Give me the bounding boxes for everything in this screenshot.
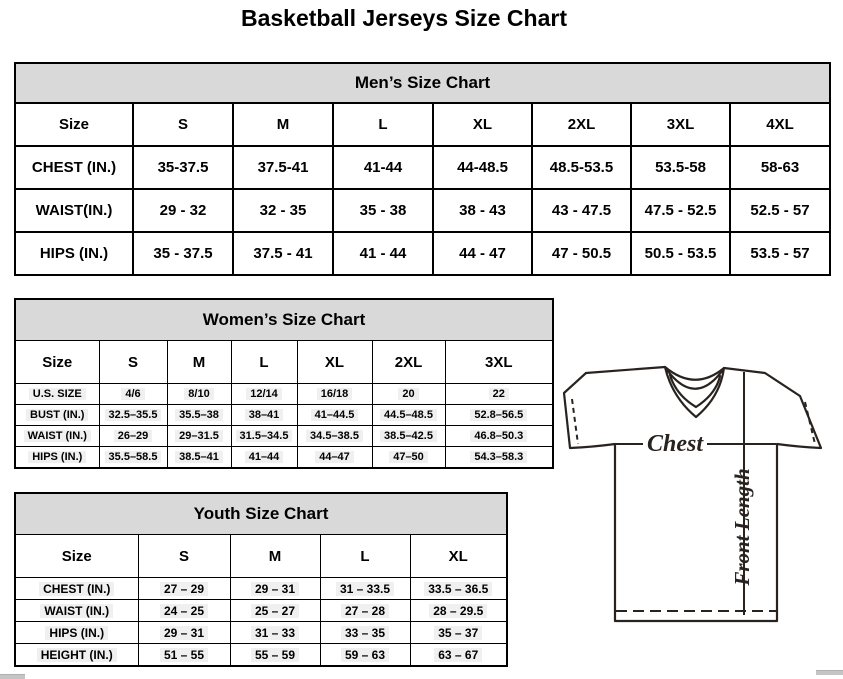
womens-chart-title: Women’s Size Chart [15, 299, 553, 341]
col-header: 4XL [730, 103, 830, 146]
size-value: 22 [445, 384, 553, 405]
size-value: 8/10 [167, 384, 231, 405]
col-header: M [233, 103, 333, 146]
table-row [15, 644, 507, 667]
row-label: WAIST (IN.) [15, 426, 99, 447]
size-value: 47.5 - 52.5 [631, 189, 730, 232]
col-header: 3XL [631, 103, 730, 146]
col-header: 2XL [372, 341, 445, 384]
size-value: 4/6 [99, 384, 167, 405]
size-value: 27 – 28 [320, 600, 410, 622]
size-value: 37.5-41 [233, 146, 333, 189]
size-value: 35 - 37.5 [133, 232, 233, 275]
front-length-label: Front Length [730, 468, 754, 586]
size-value: 33 – 35 [320, 622, 410, 644]
col-header: L [320, 535, 410, 578]
size-value: 29 – 31 [230, 578, 320, 600]
size-value: 59 – 63 [320, 644, 410, 667]
mens-chart-title: Men’s Size Chart [15, 63, 830, 103]
size-value: 54.3–58.3 [445, 447, 553, 469]
col-header: XL [433, 103, 532, 146]
size-value: 27 – 29 [138, 578, 230, 600]
table-row [15, 189, 830, 232]
size-value: 48.5-53.5 [532, 146, 631, 189]
size-value: 29 - 32 [133, 189, 233, 232]
scrollbar-fragment-right[interactable] [816, 670, 843, 675]
size-value: 38–41 [231, 405, 297, 426]
table-row [15, 578, 507, 600]
row-label: BUST (IN.) [15, 405, 99, 426]
row-label: U.S. SIZE [15, 384, 99, 405]
col-header: 2XL [532, 103, 631, 146]
size-value: 43 - 47.5 [532, 189, 631, 232]
col-header: S [138, 535, 230, 578]
table-row [15, 146, 830, 189]
col-header: Size [15, 103, 133, 146]
size-value: 25 – 27 [230, 600, 320, 622]
row-label: WAIST (IN.) [15, 600, 138, 622]
size-value: 47 - 50.5 [532, 232, 631, 275]
size-value: 28 – 29.5 [410, 600, 507, 622]
row-label: HIPS (IN.) [15, 622, 138, 644]
table-row [15, 232, 830, 275]
col-header: Size [15, 535, 138, 578]
col-header: 3XL [445, 341, 553, 384]
size-value: 44-48.5 [433, 146, 532, 189]
size-value: 52.8–56.5 [445, 405, 553, 426]
size-value: 38.5–41 [167, 447, 231, 469]
table-row [15, 600, 507, 622]
youth-size-table [14, 492, 508, 667]
size-value: 35 – 37 [410, 622, 507, 644]
size-value: 12/14 [231, 384, 297, 405]
size-value: 58-63 [730, 146, 830, 189]
size-value: 32 - 35 [233, 189, 333, 232]
size-value: 63 – 67 [410, 644, 507, 667]
size-value: 38.5–42.5 [372, 426, 445, 447]
jersey-diagram [557, 359, 839, 627]
size-value: 41 - 44 [333, 232, 433, 275]
size-value: 41–44 [231, 447, 297, 469]
size-value: 37.5 - 41 [233, 232, 333, 275]
size-value: 33.5 – 36.5 [410, 578, 507, 600]
size-value: 35-37.5 [133, 146, 233, 189]
size-value: 29 – 31 [138, 622, 230, 644]
col-header: XL [410, 535, 507, 578]
col-header: M [167, 341, 231, 384]
row-label: HIPS (IN.) [15, 232, 133, 275]
size-value: 35 - 38 [333, 189, 433, 232]
col-header: S [133, 103, 233, 146]
size-value: 55 – 59 [230, 644, 320, 667]
sleeve-stitch-right-icon [805, 402, 815, 444]
table-row [15, 447, 553, 469]
size-value: 44.5–48.5 [372, 405, 445, 426]
table-row [15, 405, 553, 426]
size-value: 20 [372, 384, 445, 405]
size-value: 35.5–38 [167, 405, 231, 426]
size-value: 29–31.5 [167, 426, 231, 447]
size-value: 44–47 [297, 447, 372, 469]
table-row [15, 384, 553, 405]
table-row [15, 426, 553, 447]
row-label: CHEST (IN.) [15, 578, 138, 600]
chest-label: Chest [646, 431, 704, 457]
col-header: S [99, 341, 167, 384]
size-value: 31.5–34.5 [231, 426, 297, 447]
size-value: 47–50 [372, 447, 445, 469]
page-title: Basketball Jerseys Size Chart [240, 5, 567, 31]
size-value: 31 – 33.5 [320, 578, 410, 600]
col-header: XL [297, 341, 372, 384]
size-value: 52.5 - 57 [730, 189, 830, 232]
size-value: 16/18 [297, 384, 372, 405]
scrollbar-fragment-left[interactable] [0, 674, 25, 679]
womens-size-table [14, 298, 554, 469]
col-header: M [230, 535, 320, 578]
size-value: 35.5–58.5 [99, 447, 167, 469]
size-value: 51 – 55 [138, 644, 230, 667]
sleeve-stitch-left-icon [572, 399, 578, 444]
col-header: L [231, 341, 297, 384]
size-value: 41–44.5 [297, 405, 372, 426]
size-value: 50.5 - 53.5 [631, 232, 730, 275]
size-value: 31 – 33 [230, 622, 320, 644]
size-value: 38 - 43 [433, 189, 532, 232]
size-value: 24 – 25 [138, 600, 230, 622]
row-label: HIPS (IN.) [15, 447, 99, 469]
size-value: 46.8–50.3 [445, 426, 553, 447]
mens-size-table [14, 62, 831, 276]
size-value: 32.5–35.5 [99, 405, 167, 426]
youth-chart-title: Youth Size Chart [15, 493, 507, 535]
table-row [15, 622, 507, 644]
size-value: 53.5-58 [631, 146, 730, 189]
col-header: Size [15, 341, 99, 384]
col-header: L [333, 103, 433, 146]
size-value: 41-44 [333, 146, 433, 189]
size-value: 34.5–38.5 [297, 426, 372, 447]
row-label: WAIST(IN.) [15, 189, 133, 232]
row-label: CHEST (IN.) [15, 146, 133, 189]
size-value: 53.5 - 57 [730, 232, 830, 275]
row-label: HEIGHT (IN.) [15, 644, 138, 667]
size-value: 26–29 [99, 426, 167, 447]
size-value: 44 - 47 [433, 232, 532, 275]
